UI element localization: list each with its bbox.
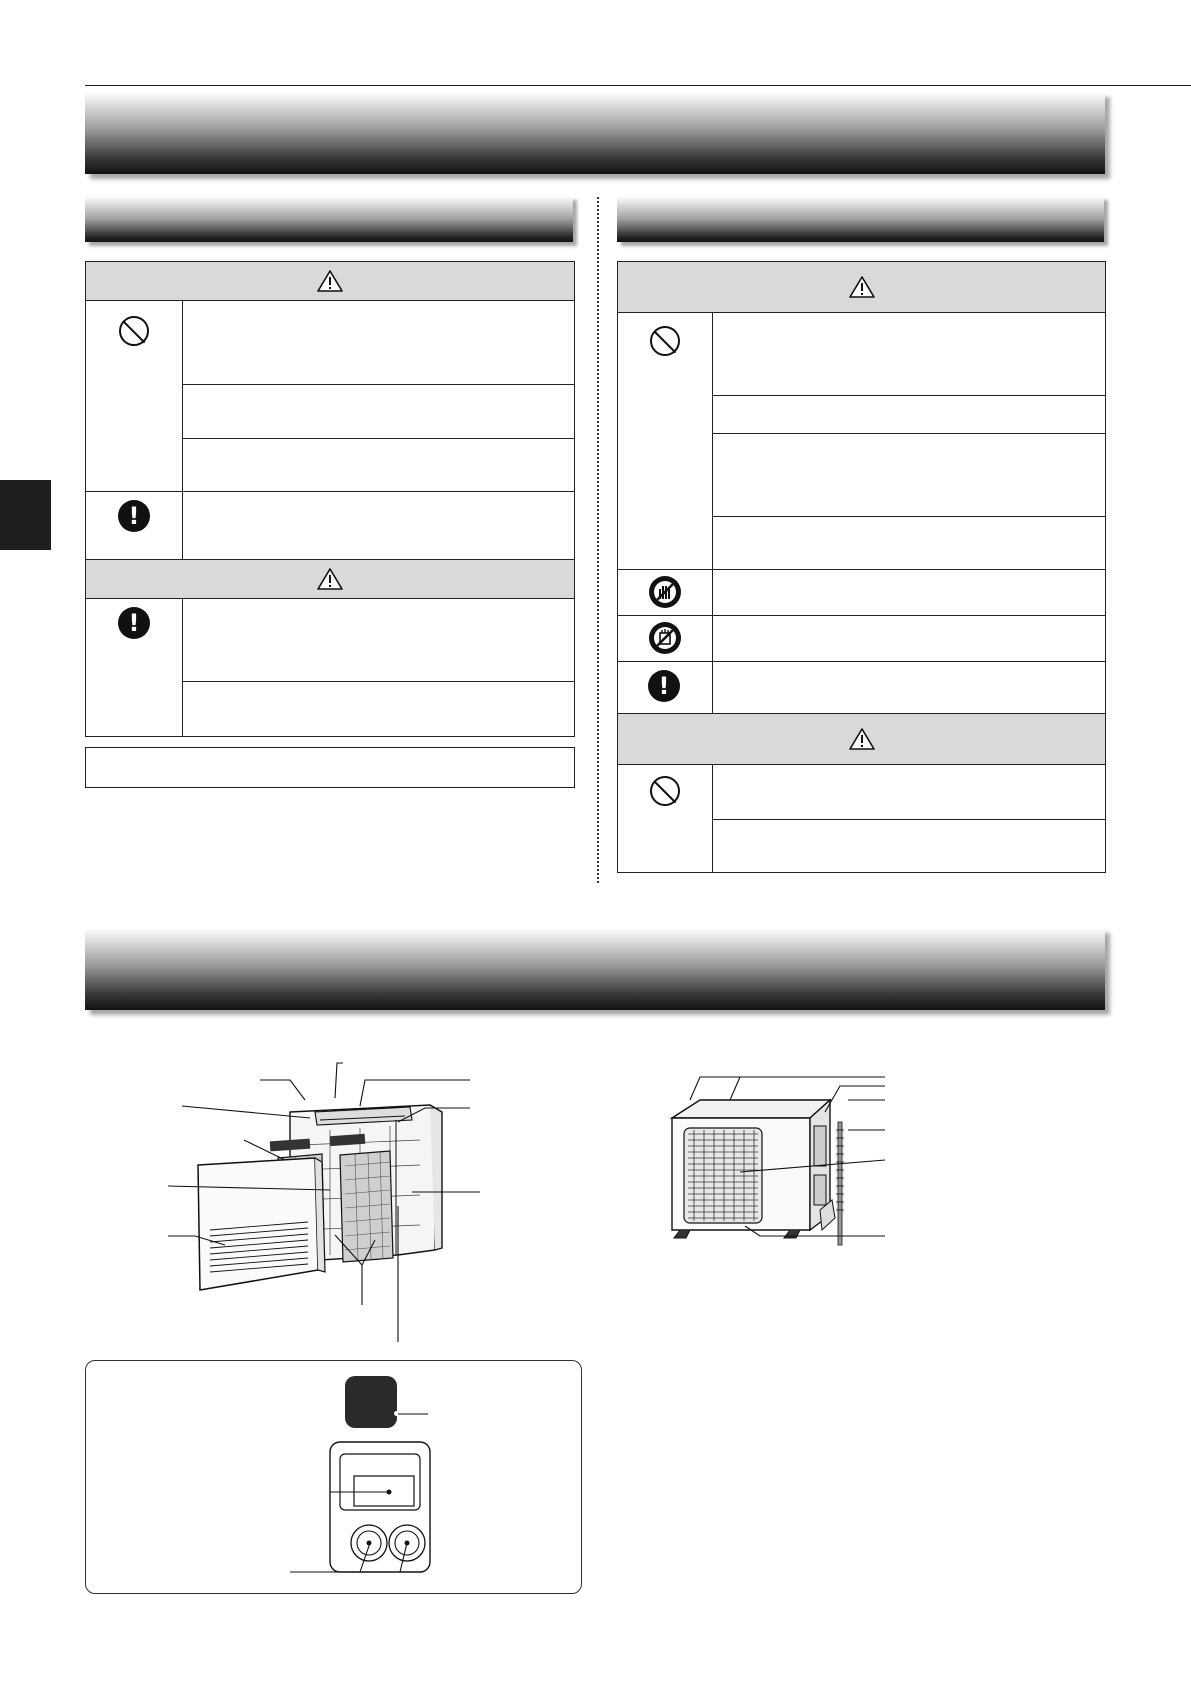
mandatory-exclamation-icon: ! bbox=[118, 500, 150, 532]
mandatory-exclamation-icon: ! bbox=[118, 607, 150, 639]
mandatory-exclamation-icon: ! bbox=[648, 670, 680, 702]
